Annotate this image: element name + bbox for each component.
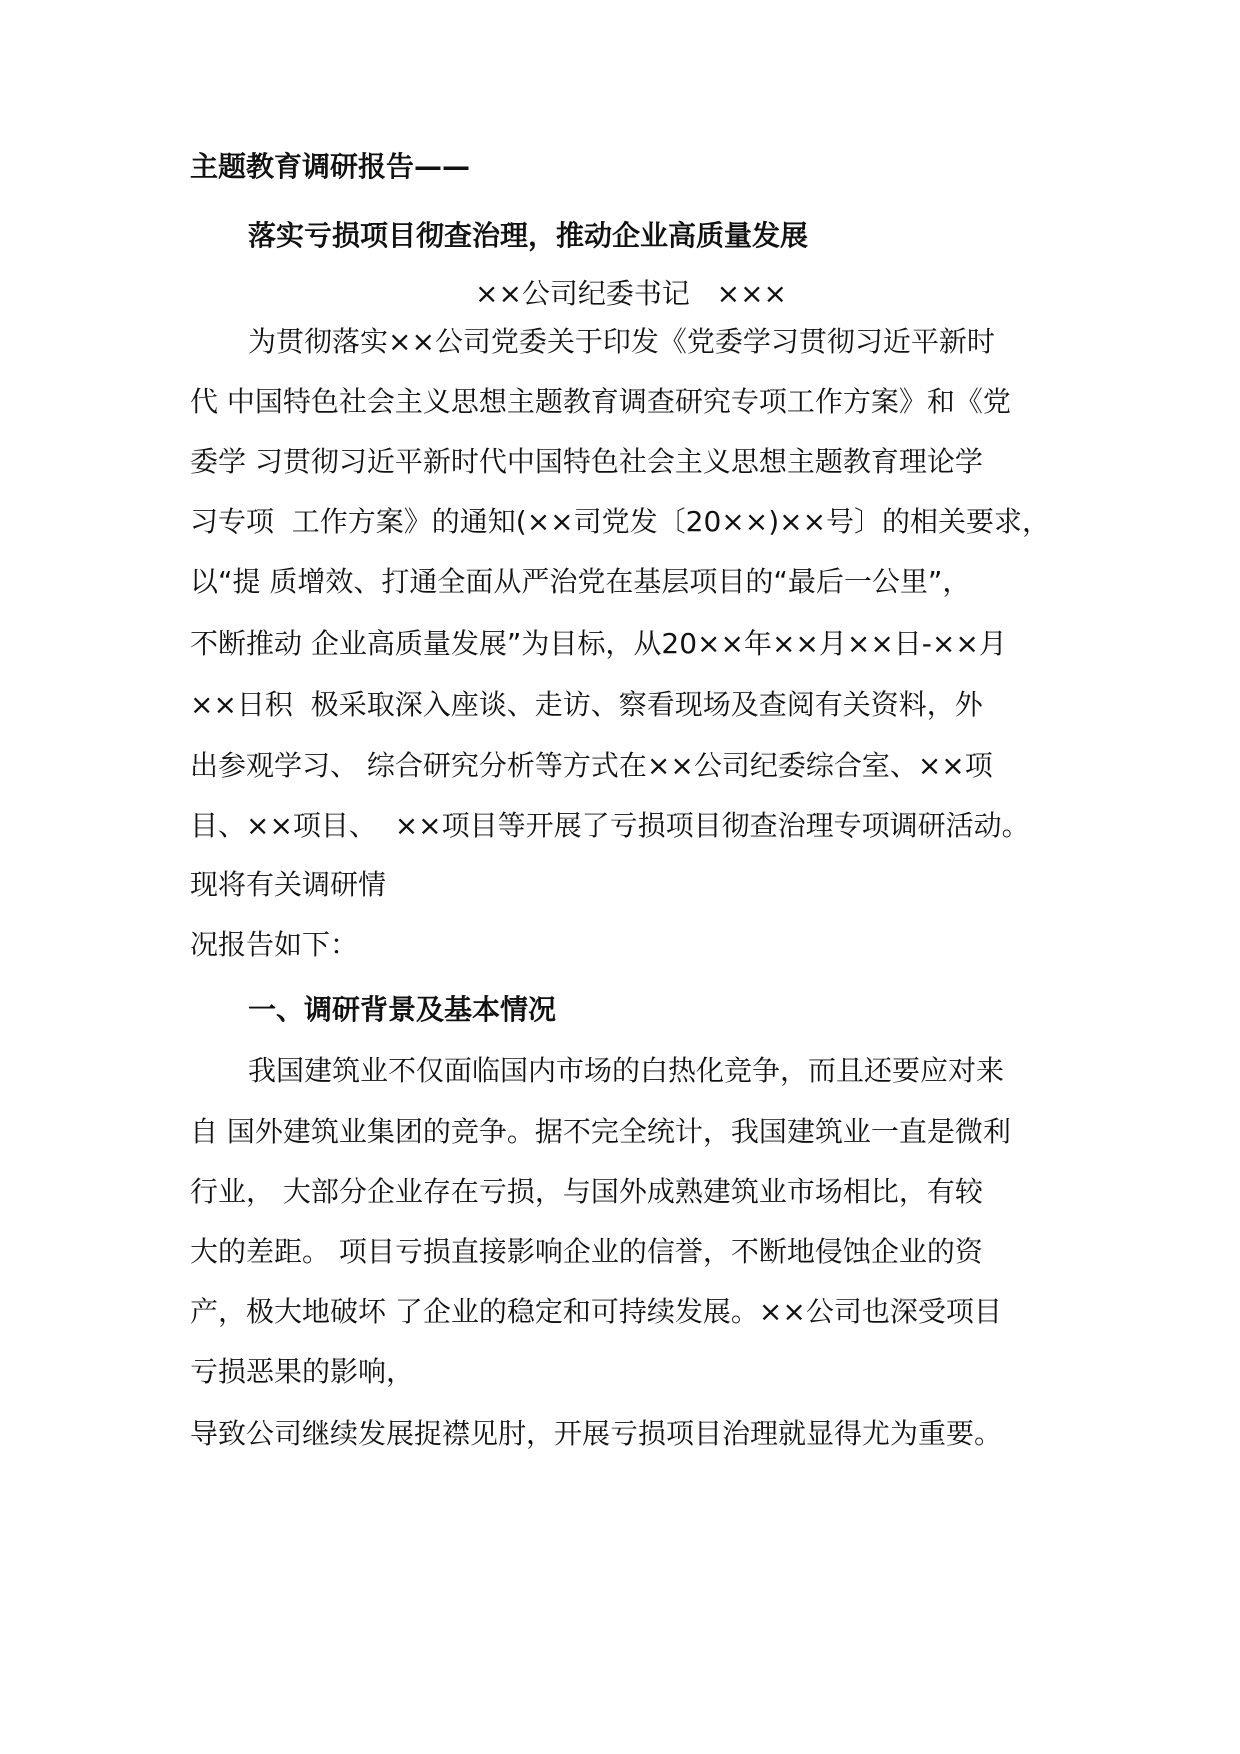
paragraph-line: 况报告如下： <box>190 928 359 961</box>
paragraph-line: 亏损恶果的影响， <box>190 1355 415 1388</box>
paragraph-line: 大的差距。 项目亏损直接影响企业的信誉，不断地侵蚀企业的资 <box>190 1235 983 1268</box>
paragraph-line: 以“提 质增效、打通全面从严治党在基层项目的“最后一公里”， <box>190 565 971 598</box>
paragraph-line: 委学 习贯彻习近平新时代中国特色社会主义思想主题教育理论学 <box>190 445 983 478</box>
paragraph-line: 我国建筑业不仅面临国内市场的白热化竞争，而且还要应对来 <box>248 1054 1005 1087</box>
paragraph-line: 代 中国特色社会主义思想主题教育调查研究专项工作方案》和《党 <box>190 385 1011 418</box>
document-title: 主题教育调研报告—— <box>190 150 471 183</box>
paragraph-line: 产，极大地破坏 了企业的稳定和可持续发展。××公司也深受项目 <box>190 1295 1002 1328</box>
paragraph-line: 自 国外建筑业集团的竞争。据不完全统计，我国建筑业一直是微利 <box>190 1115 1011 1148</box>
paragraph-line: 不断推动 企业高质量发展”为目标，从20××年××月××日-××月 <box>190 627 1007 660</box>
paragraph-line: 行业， 大部分企业存在亏损，与国外成熟建筑业市场相比，有较 <box>190 1175 983 1208</box>
document-subtitle: 落实亏损项目彻查治理，推动企业高质量发展 <box>248 219 809 252</box>
paragraph-line: 目、××项目、 ××项目等开展了亏损项目彻查治理专项调研活动。 <box>190 809 1030 842</box>
author-byline: ××公司纪委书记 ××× <box>475 277 788 310</box>
section-heading: 一、调研背景及基本情况 <box>248 993 557 1026</box>
paragraph-line: 导致公司继续发展捉襟见肘，开展亏损项目治理就显得尤为重要。 <box>190 1417 1003 1450</box>
paragraph-line: 为贯彻落实××公司党委关于印发《党委学习贯彻习近平新时 <box>248 325 995 358</box>
paragraph-line: ××日积 极采取深入座谈、走访、察看现场及查阅有关资料，外 <box>190 688 983 721</box>
paragraph-line: 现将有关调研情 <box>190 868 387 901</box>
paragraph-line: 习专项 工作方案》的通知(××司党发〔20××)××号〕的相关要求， <box>190 505 1051 538</box>
paragraph-line: 出参观学习、 综合研究分析等方式在××公司纪委综合室、××项 <box>190 749 993 782</box>
